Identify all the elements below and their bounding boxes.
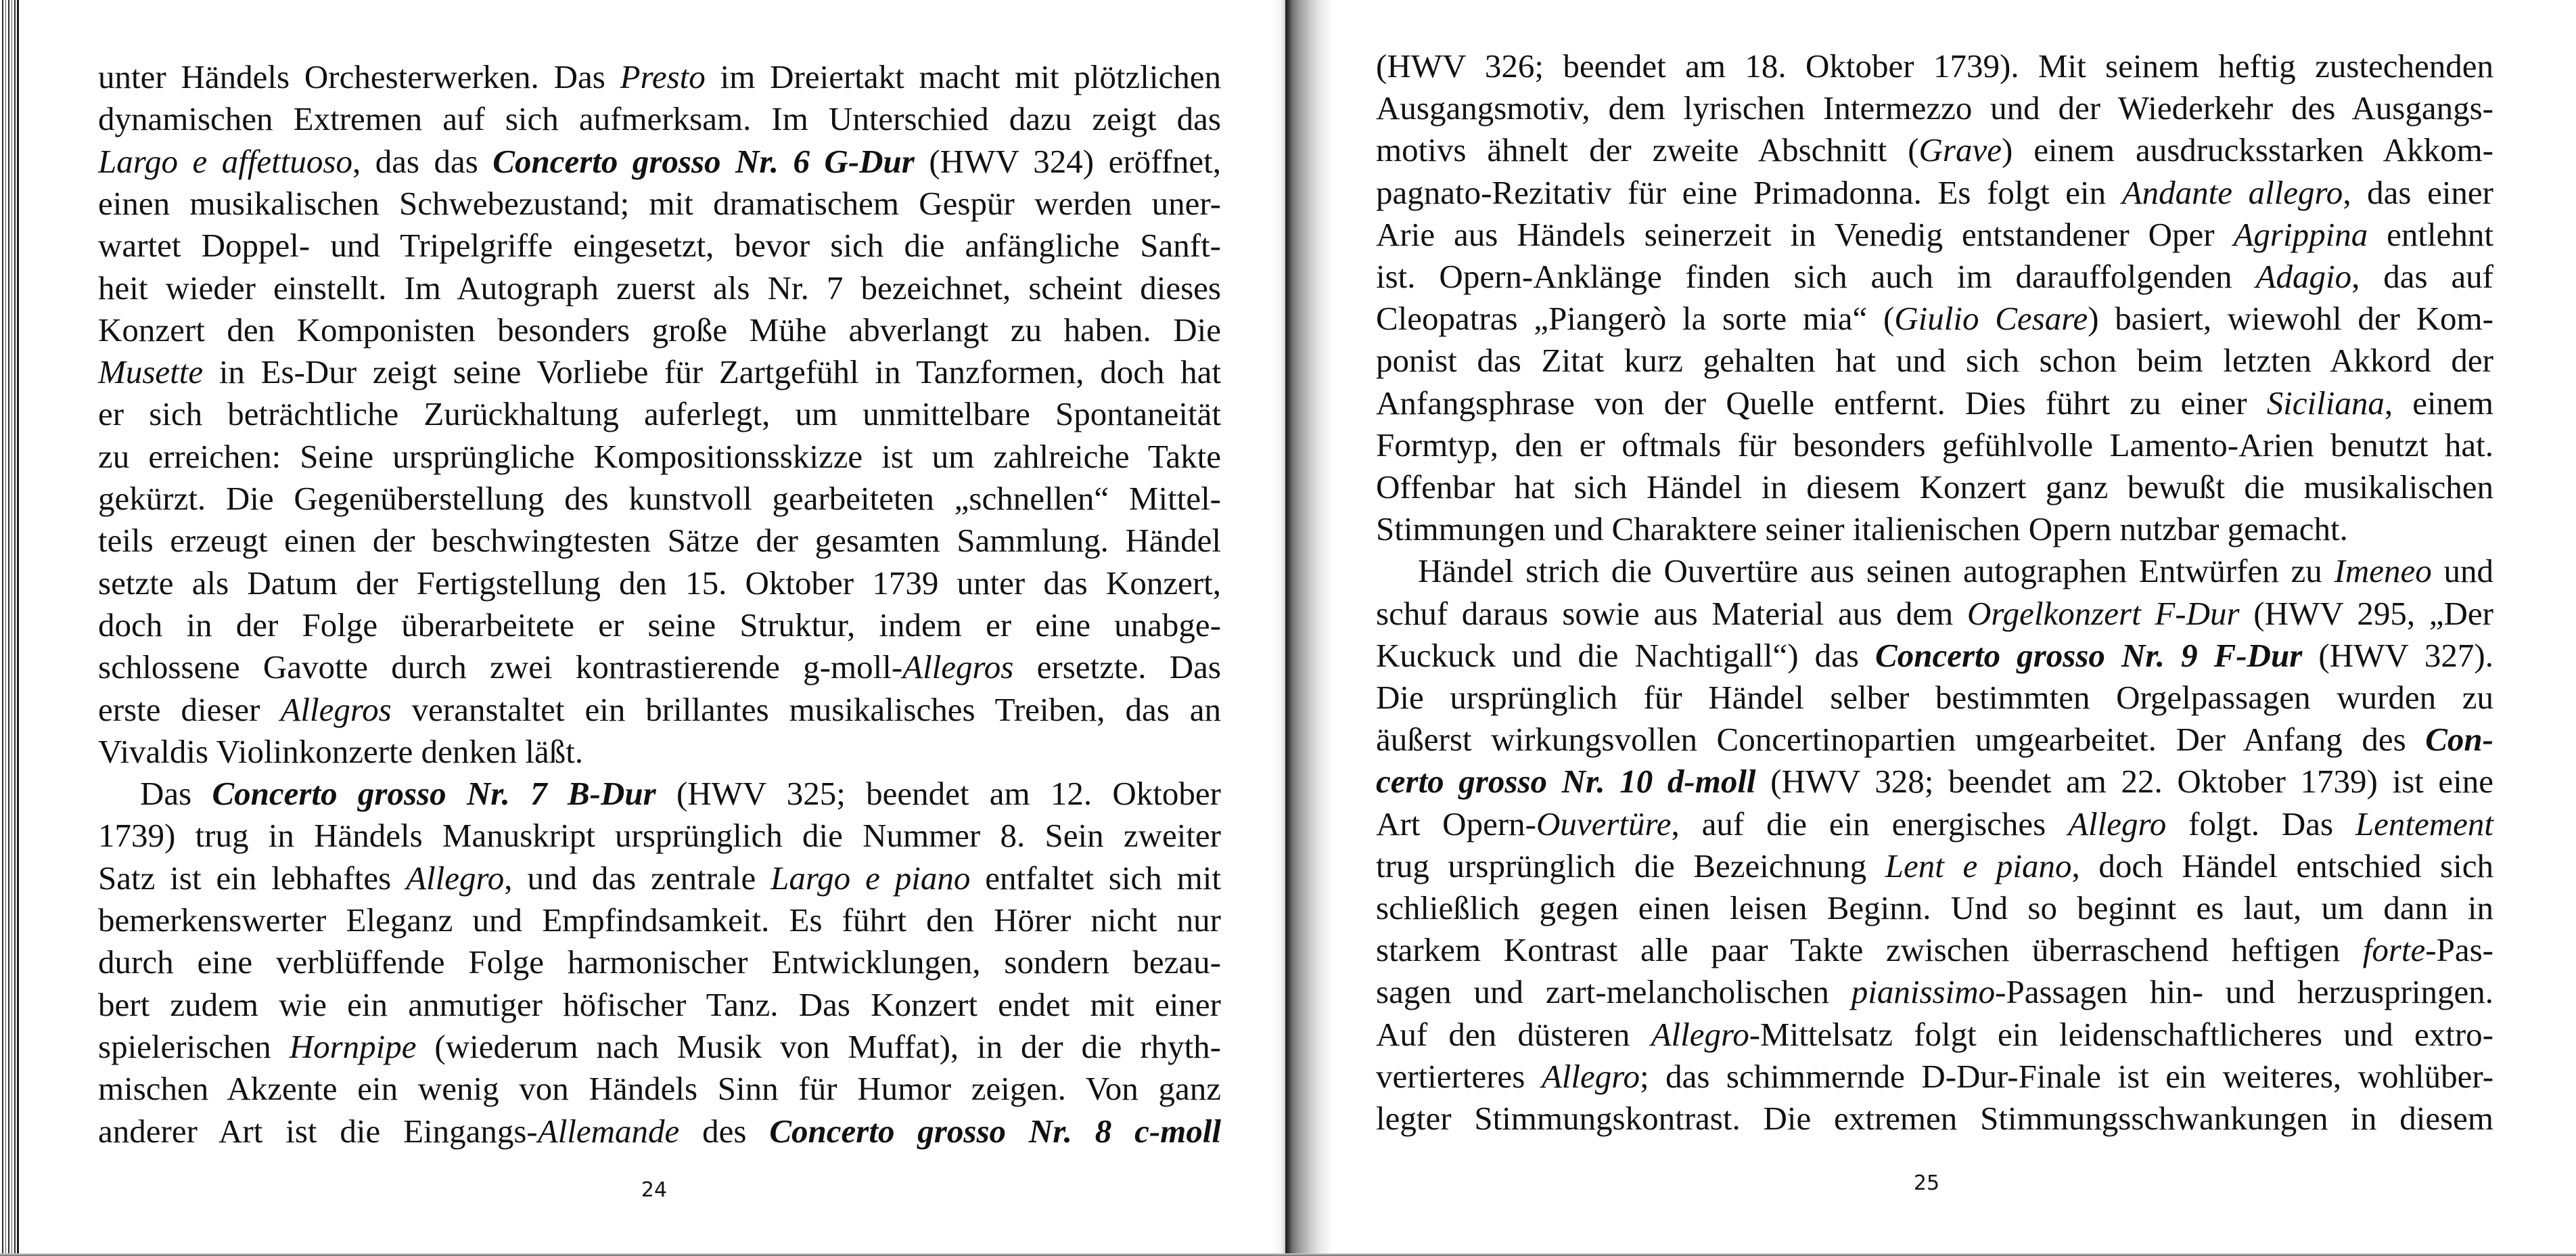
text-run: ) einem ausdrucksstarken Akkom- [2002, 131, 2493, 169]
italic-text-run: Allegro [406, 859, 505, 897]
text-line [1376, 131, 2493, 169]
text-line [98, 438, 1221, 476]
text-run: pagnato-Rezitativ für eine Primadonna. Es folgt ein [1376, 173, 2122, 211]
text-line [98, 58, 1221, 96]
text-run: (HWV 326; beendet am 18. Oktober 1739). Mit seinem heftig zustechenden [1376, 47, 2493, 85]
text-run: anderer Art ist die Eingangs- [98, 1112, 538, 1150]
text-run: -Passagen hin- und herzuspringen. [1995, 973, 2493, 1011]
text-run: veranstaltet ein brillantes musikalisches Treiben, das an [391, 690, 1222, 728]
text-run: , auf die ein energisches [1671, 805, 2069, 843]
text-run: Das [140, 775, 212, 813]
italic-text-run: forte [2362, 931, 2426, 969]
text-line [98, 269, 1221, 307]
text-run: äußerst wirkungsvollen Concertinopartien umgearbeitet. Der Anfang des [1376, 721, 2426, 759]
text-line [1376, 1016, 2493, 1054]
left-page-text [98, 0, 1221, 1256]
scan-page-edges [0, 0, 19, 1256]
text-run: (HWV 295, „Der [2239, 594, 2493, 632]
text-run: , und das zentrale [504, 859, 771, 897]
text-run: Die ursprünglich für Händel selber bestimmten Orgelpassagen wurden zu [1376, 679, 2493, 716]
text-line [1376, 552, 2493, 590]
text-line [1376, 426, 2493, 464]
italic-text-run: Imeneo [2334, 552, 2432, 590]
text-line [1376, 931, 2493, 969]
text-run: wartet Doppel- und Tripelgriffe eingesetzt, bevor sich die anfängliche Sanft- [98, 227, 1221, 265]
italic-text-run: Allegro [1541, 1057, 1640, 1095]
text-line [98, 1070, 1221, 1108]
text-run: Formtyp, den er oftmals für besonders gefühlvolle Lamento-Arien benutzt hat. [1376, 426, 2493, 464]
text-run: Satz ist ein lebhaftes [98, 859, 407, 897]
text-line [98, 817, 1221, 855]
bold-italic-text-run: Concerto grosso Nr. 7 B-Dur [212, 775, 656, 813]
bold-italic-text-run: certo grosso Nr. 10 d-moll [1376, 763, 1756, 801]
text-run: Art Opern- [1376, 805, 1536, 843]
italic-text-run: pianissimo [1851, 973, 1996, 1011]
text-run: (wiederum nach Musik von Muffat), in der die rhyth- [416, 1027, 1221, 1065]
text-run: Offenbar hat sich Händel in diesem Konzert ganz bewußt die musikalischen [1376, 468, 2493, 506]
text-run: bert zudem wie ein anmutiger höfischer Tanz. Das Konzert endet mit einer [98, 985, 1221, 1023]
text-line [98, 733, 1221, 771]
text-run: Anfangsphrase von der Quelle entfernt. Dies führt zu einer [1376, 384, 2267, 422]
text-run: (HWV 328; beendet am 22. Oktober 1739) ist eine [1755, 763, 2493, 801]
text-line [1376, 637, 2493, 675]
text-line [98, 395, 1221, 433]
text-line [1376, 300, 2493, 338]
text-run: zu erreichen: Seine ursprüngliche Kompositionsskizze ist um zahlreiche Takte [98, 437, 1221, 475]
text-line [98, 1028, 1221, 1066]
text-run: gekürzt. Die Gegenüberstellung des kunstvoll gearbeiteten „schnellen“ Mittel- [98, 480, 1221, 517]
text-line [1376, 342, 2493, 380]
text-run: (HWV 324) eröffnet, [914, 142, 1221, 180]
text-run: durch eine verblüffende Folge harmonischer Entwicklungen, sondern bezau- [98, 943, 1221, 981]
text-run: Vivaldis Violinkonzerte denken läßt. [98, 732, 584, 770]
text-run: Arie aus Händels seinerzeit in Venedig entstandener Oper [1376, 215, 2234, 253]
text-run: , einem [2384, 384, 2494, 422]
text-line [1376, 595, 2493, 633]
text-line [98, 859, 1221, 897]
italic-text-run: Adagio [2255, 258, 2352, 295]
text-run: Stimmungen und Charaktere seiner italienischen Opern nutzbar gemacht. [1376, 510, 2348, 548]
italic-text-run: Giulio Cesare [1894, 300, 2088, 338]
text-line [1376, 763, 2493, 801]
text-line [1376, 89, 2493, 127]
text-line [98, 353, 1221, 391]
text-line [1376, 1058, 2493, 1096]
text-line [98, 1113, 1221, 1150]
text-line [1376, 468, 2493, 506]
text-run: Konzert den Komponisten besonders große Mühe abverlangt zu haben. Die [98, 311, 1221, 349]
text-line [1376, 174, 2493, 212]
text-run: (HWV 327). [2302, 636, 2493, 674]
text-run: Händel strich die Ouvertüre aus seinen autographen Entwürfen zu [1418, 552, 2334, 590]
text-run: Cleopatras „Piangerò la sorte mia“ ( [1376, 300, 1895, 338]
text-run: unter Händels Orchesterwerken. Das [98, 58, 620, 95]
text-run: spielerischen [98, 1027, 290, 1065]
text-run: ist. Opern-Anklänge finden sich auch im darauffolgenden [1376, 258, 2256, 295]
text-run: und [2431, 552, 2494, 590]
text-line [98, 691, 1221, 729]
text-line [1376, 889, 2493, 927]
text-run: entlehnt [2368, 215, 2493, 253]
text-run: bemerkenswerter Eleganz und Empfindsamkeit. Es führt den Hörer nicht nur [98, 901, 1221, 939]
text-line [1376, 679, 2493, 717]
italic-text-run: Agrippina [2233, 215, 2368, 253]
text-run: folgt. Das [2166, 805, 2355, 843]
text-run: schließlich gegen einen leisen Beginn. Und so beginnt es laut, um dann in [1376, 889, 2493, 926]
italic-text-run: Largo e piano [770, 859, 971, 897]
text-run: vertierteres [1376, 1057, 1542, 1095]
text-line [98, 311, 1221, 349]
italic-text-run: Largo e affettuoso [98, 142, 352, 180]
text-run: doch in der Folge überarbeitete er seine Struktur, indem er eine unabge- [98, 606, 1221, 644]
text-run: des [679, 1112, 770, 1150]
left-page-number: 24 [641, 1178, 668, 1202]
text-run: , das das [352, 142, 493, 180]
gutter-shadow-left [1272, 0, 1287, 1256]
bold-italic-text-run: Concerto grosso Nr. 8 c-moll [769, 1112, 1221, 1150]
text-line [1376, 805, 2493, 843]
text-run: sagen und zart-melancholischen [1376, 973, 1852, 1011]
text-run: Kuckuck und die Nachtigall“) das [1376, 636, 1876, 674]
text-line [1376, 384, 2493, 422]
text-run: ponist das Zitat kurz gehalten hat und sich schon beim letzten Akkord der [1376, 342, 2493, 380]
text-run: dynamischen Extremen auf sich aufmerksam. Im Unterschied dazu zeigt das [98, 100, 1221, 138]
text-line [98, 100, 1221, 138]
text-run: schlossene Gavotte durch zwei kontrastierende g-moll- [98, 648, 903, 686]
italic-text-run: Orgelkonzert F-Dur [1967, 594, 2240, 632]
right-page-text [1376, 0, 2493, 1256]
text-line [98, 943, 1221, 981]
text-line [1376, 258, 2493, 296]
italic-text-run: Allegros [902, 648, 1014, 686]
italic-text-run: Musette [98, 353, 204, 391]
text-run: legter Stimmungskontrast. Die extremen Stimmungsschwankungen in diesem [1376, 1100, 2493, 1137]
text-line [98, 775, 1221, 813]
italic-text-run: Allegro [1651, 1015, 1749, 1053]
text-line [98, 986, 1221, 1024]
italic-text-run: Ouvertüre [1536, 805, 1672, 843]
text-line [1376, 973, 2493, 1011]
text-run: setzte als Datum der Fertigstellung den 15. Oktober 1739 unter das Konzert, [98, 564, 1221, 602]
text-run: in Es-Dur zeigt seine Vorliebe für Zartgefühl in Tanzformen, doch hat [203, 353, 1221, 391]
text-line [1376, 847, 2493, 885]
text-line [1376, 721, 2493, 759]
text-run: er sich beträchtliche Zurückhaltung auferlegt, um unmittelbare Spontaneität [98, 395, 1221, 433]
text-line [1376, 47, 2493, 85]
italic-text-run: Andante allegro [2121, 173, 2343, 211]
text-run: 1739) trug in Händels Manuskript ursprünglich die Nummer 8. Sein zweiter [98, 817, 1221, 855]
right-page-number: 25 [1913, 1171, 1940, 1195]
text-line [1376, 1100, 2493, 1138]
text-run: erste dieser [98, 690, 281, 728]
italic-text-run: Lentement [2355, 805, 2493, 843]
text-run: entfaltet sich mit [970, 859, 1221, 897]
text-line [1376, 216, 2493, 254]
text-line [1376, 510, 2493, 548]
text-run: einen musikalischen Schwebezustand; mit dramatischem Gespür werden uner- [98, 184, 1221, 222]
text-run: ersetzte. Das [1013, 648, 1221, 686]
text-run: teils erzeugt einen der beschwingtesten Sätze der gesamten Sammlung. Händel [98, 522, 1221, 560]
text-run: , das einer [2343, 173, 2493, 211]
bold-italic-text-run: Concerto grosso Nr. 9 F-Dur [1875, 636, 2303, 674]
italic-text-run: Allegro [2068, 805, 2167, 843]
text-line [98, 480, 1221, 518]
text-run: Ausgangsmotiv, dem lyrischen Intermezzo und der Wiederkehr des Ausgangs- [1376, 89, 2493, 127]
text-line [98, 522, 1221, 560]
text-run: ; das schimmernde D-Dur-Finale ist ein weiteres, wohlüber- [1640, 1057, 2494, 1095]
text-run: Auf den düsteren [1376, 1015, 1651, 1053]
text-line [98, 227, 1221, 265]
bold-italic-text-run: Concerto grosso Nr. 6 G-Dur [492, 142, 915, 180]
italic-text-run: Allegros [280, 690, 392, 728]
text-run: (HWV 325; beendet am 12. Oktober [656, 775, 1221, 813]
italic-text-run: Grave [1918, 131, 2002, 169]
text-line [98, 564, 1221, 602]
italic-text-run: Siciliana [2266, 384, 2385, 422]
italic-text-run: Lent e piano [1885, 847, 2072, 884]
text-line [98, 648, 1221, 686]
text-run: schuf daraus sowie aus Material aus dem [1376, 594, 1967, 632]
bold-italic-text-run: Con- [2425, 721, 2493, 759]
text-run: -Pas- [2425, 931, 2493, 969]
text-run: mischen Akzente ein wenig von Händels Sinn für Humor zeigen. Von ganz [98, 1070, 1221, 1108]
text-run: starkem Kontrast alle paar Takte zwischen überraschend heftigen [1376, 931, 2363, 969]
text-run: , doch Händel entschied sich [2071, 847, 2493, 884]
text-line [98, 185, 1221, 223]
text-run: trug ursprünglich die Bezeichnung [1376, 847, 1885, 884]
text-line [98, 606, 1221, 644]
text-run: im Dreiertakt macht mit plötzlichen [705, 58, 1221, 95]
italic-text-run: Allemande [537, 1112, 680, 1150]
text-line [98, 901, 1221, 939]
text-run: , das auf [2351, 258, 2494, 295]
text-run: motivs ähnelt der zweite Abschnitt ( [1376, 131, 1919, 169]
text-run: heit wieder einstellt. Im Autograph zuerst als Nr. 7 bezeichnet, scheint dieses [98, 269, 1221, 307]
text-run: -Mittelsatz folgt ein leidenschaftlicheres und extro- [1749, 1015, 2493, 1053]
text-run: ) basiert, wiewohl der Kom- [2088, 300, 2493, 338]
italic-text-run: Hornpipe [289, 1027, 417, 1065]
book-gutter [1285, 0, 1333, 1256]
text-line [98, 143, 1221, 181]
italic-text-run: Presto [620, 58, 706, 95]
